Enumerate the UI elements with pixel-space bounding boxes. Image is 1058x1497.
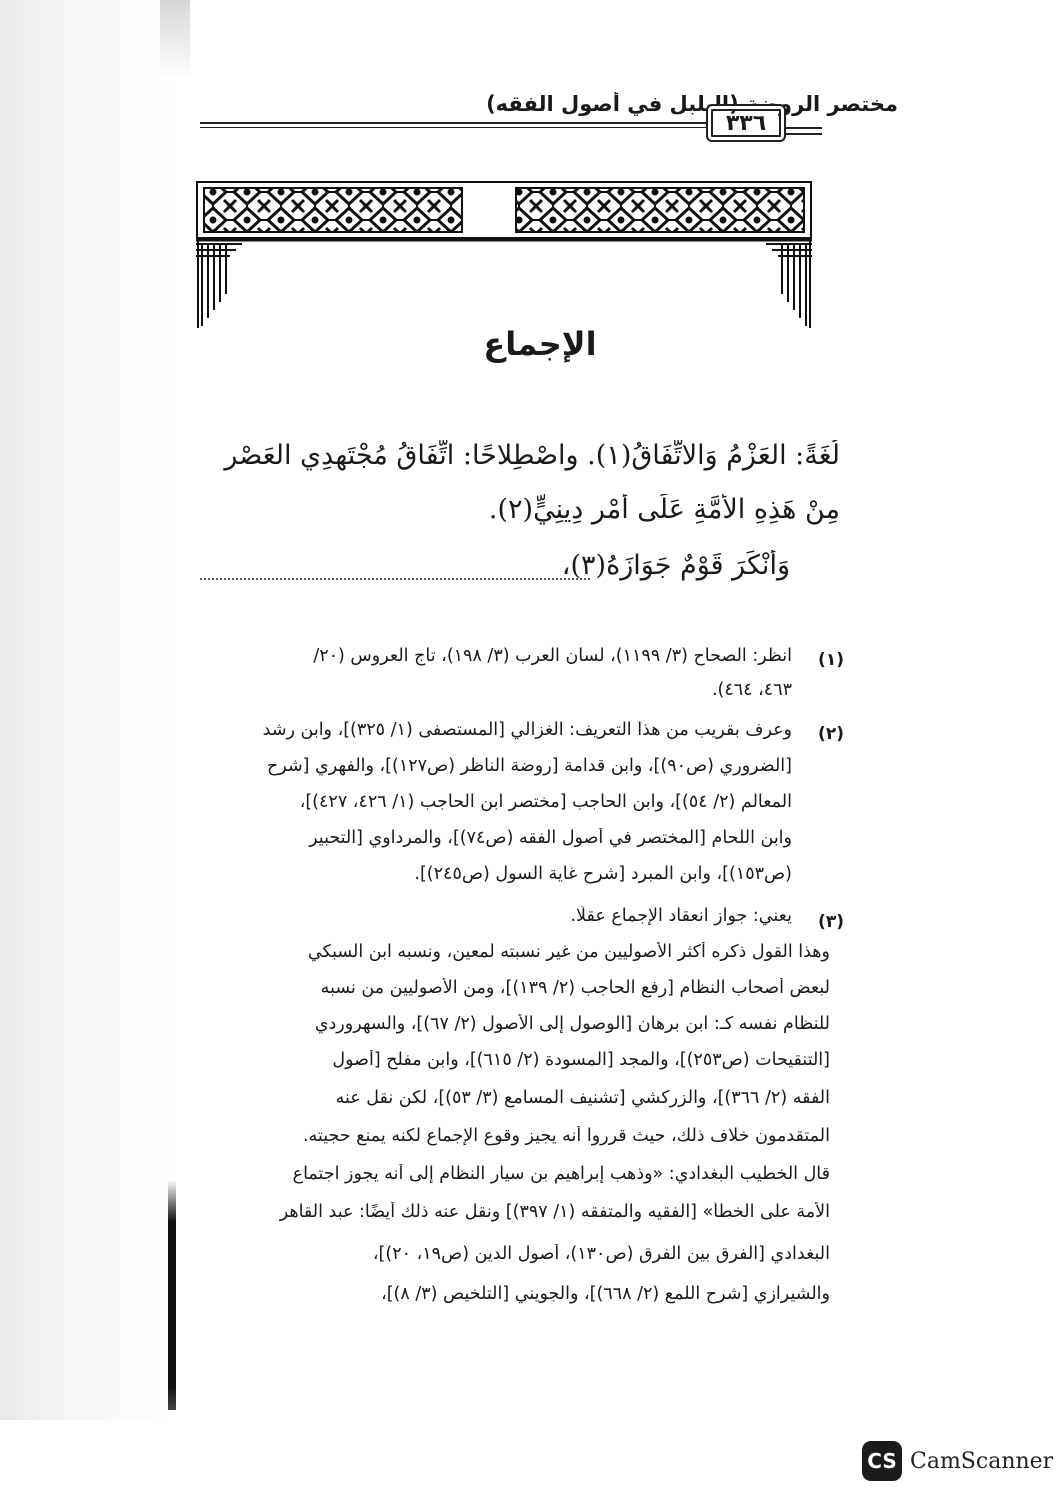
header-rule-right xyxy=(784,127,822,135)
main-text-line-2: مِنْ هَذِهِ الأُمَّةِ عَلَى أَمْرٍ دِينِيٍّ(٢). xyxy=(488,494,840,525)
footnote-3-line-9: الأمة على الخطأ» [الفقيه والمتفقه (١/ ٣٩٧)] ونقل عنه ذلك أيضًا: عبد القاهر xyxy=(279,1202,830,1222)
footnote-3-line-10: البغدادي [الفرق بين الفرق (ص١٣٠)، أصول الدين (ص١٩، ٢٠)]، xyxy=(372,1244,830,1264)
footnote-3-line-11: والشيرازي [شرح اللمع (٢/ ٦٦٨)]، والجويني [التلخيص (٣/ ٨)]، xyxy=(381,1284,830,1304)
footnote-number-1: (١) xyxy=(818,650,844,670)
ornament-banner xyxy=(196,178,812,328)
footnote-2-line-1: وعرف بقريب من هذا التعريف: الغزالي [المستصفى (١/ ٣٢٥)]، وابن رشد xyxy=(262,720,792,740)
footnote-3-line-1: يعني: جواز انعقاد الإجماع عقلًا. xyxy=(570,906,792,926)
footnote-3-line-5: [التنقيحات (ص٢٥٣)]، والمجد [المسودة (٢/ ٦١٥)]، وابن مفلح [أصول xyxy=(332,1050,830,1070)
camscanner-label: CamScanner xyxy=(910,1449,1054,1474)
scan-shadow xyxy=(0,0,175,1420)
footnote-2-line-4: وابن اللحام [المختصر في أصول الفقه (ص٧٤)]، والمرداوي [التحبير xyxy=(309,828,792,848)
scan-shadow-top xyxy=(160,0,190,80)
footnote-number-3: (٣) xyxy=(818,912,844,932)
camscanner-logo-icon: CS xyxy=(862,1441,902,1481)
footnote-3-line-7: المتقدمون خلاف ذلك، حيث قرروا أنه يجيز وقوع الإجماع لكنه يمنع حجيته. xyxy=(302,1126,830,1146)
footnote-3-line-6: الفقه (٢/ ٣٦٦)]، والزركشي [تشنيف المسامع (٣/ ٥٣)]، لكن نقل عنه xyxy=(335,1088,830,1108)
main-text-line-1: لُغَةً: العَزْمُ وَالاتِّفَاقُ(١). واصْطِلاحًا: اتِّفَاقُ مُجْتَهِدِي العَصْرِ xyxy=(224,440,840,471)
footnote-2-line-5: (ص١٥٣)]، وابن المبرد [شرح غاية السول (ص٢٤٥)]. xyxy=(414,864,792,884)
footnote-3-line-8: قال الخطيب البغدادي: «وذهب إبراهيم بن سيار النظام إلى أنه يجوز اجتماع xyxy=(292,1164,830,1184)
footnote-1-line-1: انظر: الصحاح (٣/ ١١٩٩)، لسان العرب (٣/ ١٩٨)، تاج العروس (٢٠/ xyxy=(313,646,792,666)
main-text-line-3: وَأَنْكَرَ قَوْمٌ جَوَازَهُ(٣)، xyxy=(561,550,790,581)
footnote-3-line-4: للنظام نفسه كـ: ابن برهان [الوصول إلى الأصول (٢/ ٦٧)]، والسهروردي xyxy=(314,1014,830,1034)
footnote-2-line-3: المعالم (٢/ ٥٤)]، وابن الحاجب [مختصر ابن الحاجب (١/ ٤٢٦، ٤٢٧)]، xyxy=(299,792,792,812)
footnote-2-line-2: [الضروري (ص٩٠)]، وابن قدامة [روضة الناظر (ص١٢٧)]، والفهري [شرح xyxy=(267,756,792,776)
footnote-3-line-3: لبعض أصحاب النظام [رفع الحاجب (٢/ ١٣٩)]، ومن الأصوليين من نسبه xyxy=(320,978,830,998)
page-number: ٣٣٦ xyxy=(706,104,786,142)
footnote-1-line-2: ٤٦٣، ٤٦٤). xyxy=(711,680,792,700)
footnote-3-line-2: وهذا القول ذكره أكثر الأصوليين من غير نسبته لمعين، ونسبه ابن السبكي xyxy=(307,942,830,962)
running-header-title: مختصر الروضة (البلبل في أصول الفقه) xyxy=(486,92,898,116)
header-rule-left xyxy=(200,122,708,128)
page-edge xyxy=(168,1180,176,1410)
footnote-separator xyxy=(200,578,590,580)
chapter-heading: الإجماع xyxy=(483,325,597,363)
footnote-number-2: (٢) xyxy=(818,724,844,744)
